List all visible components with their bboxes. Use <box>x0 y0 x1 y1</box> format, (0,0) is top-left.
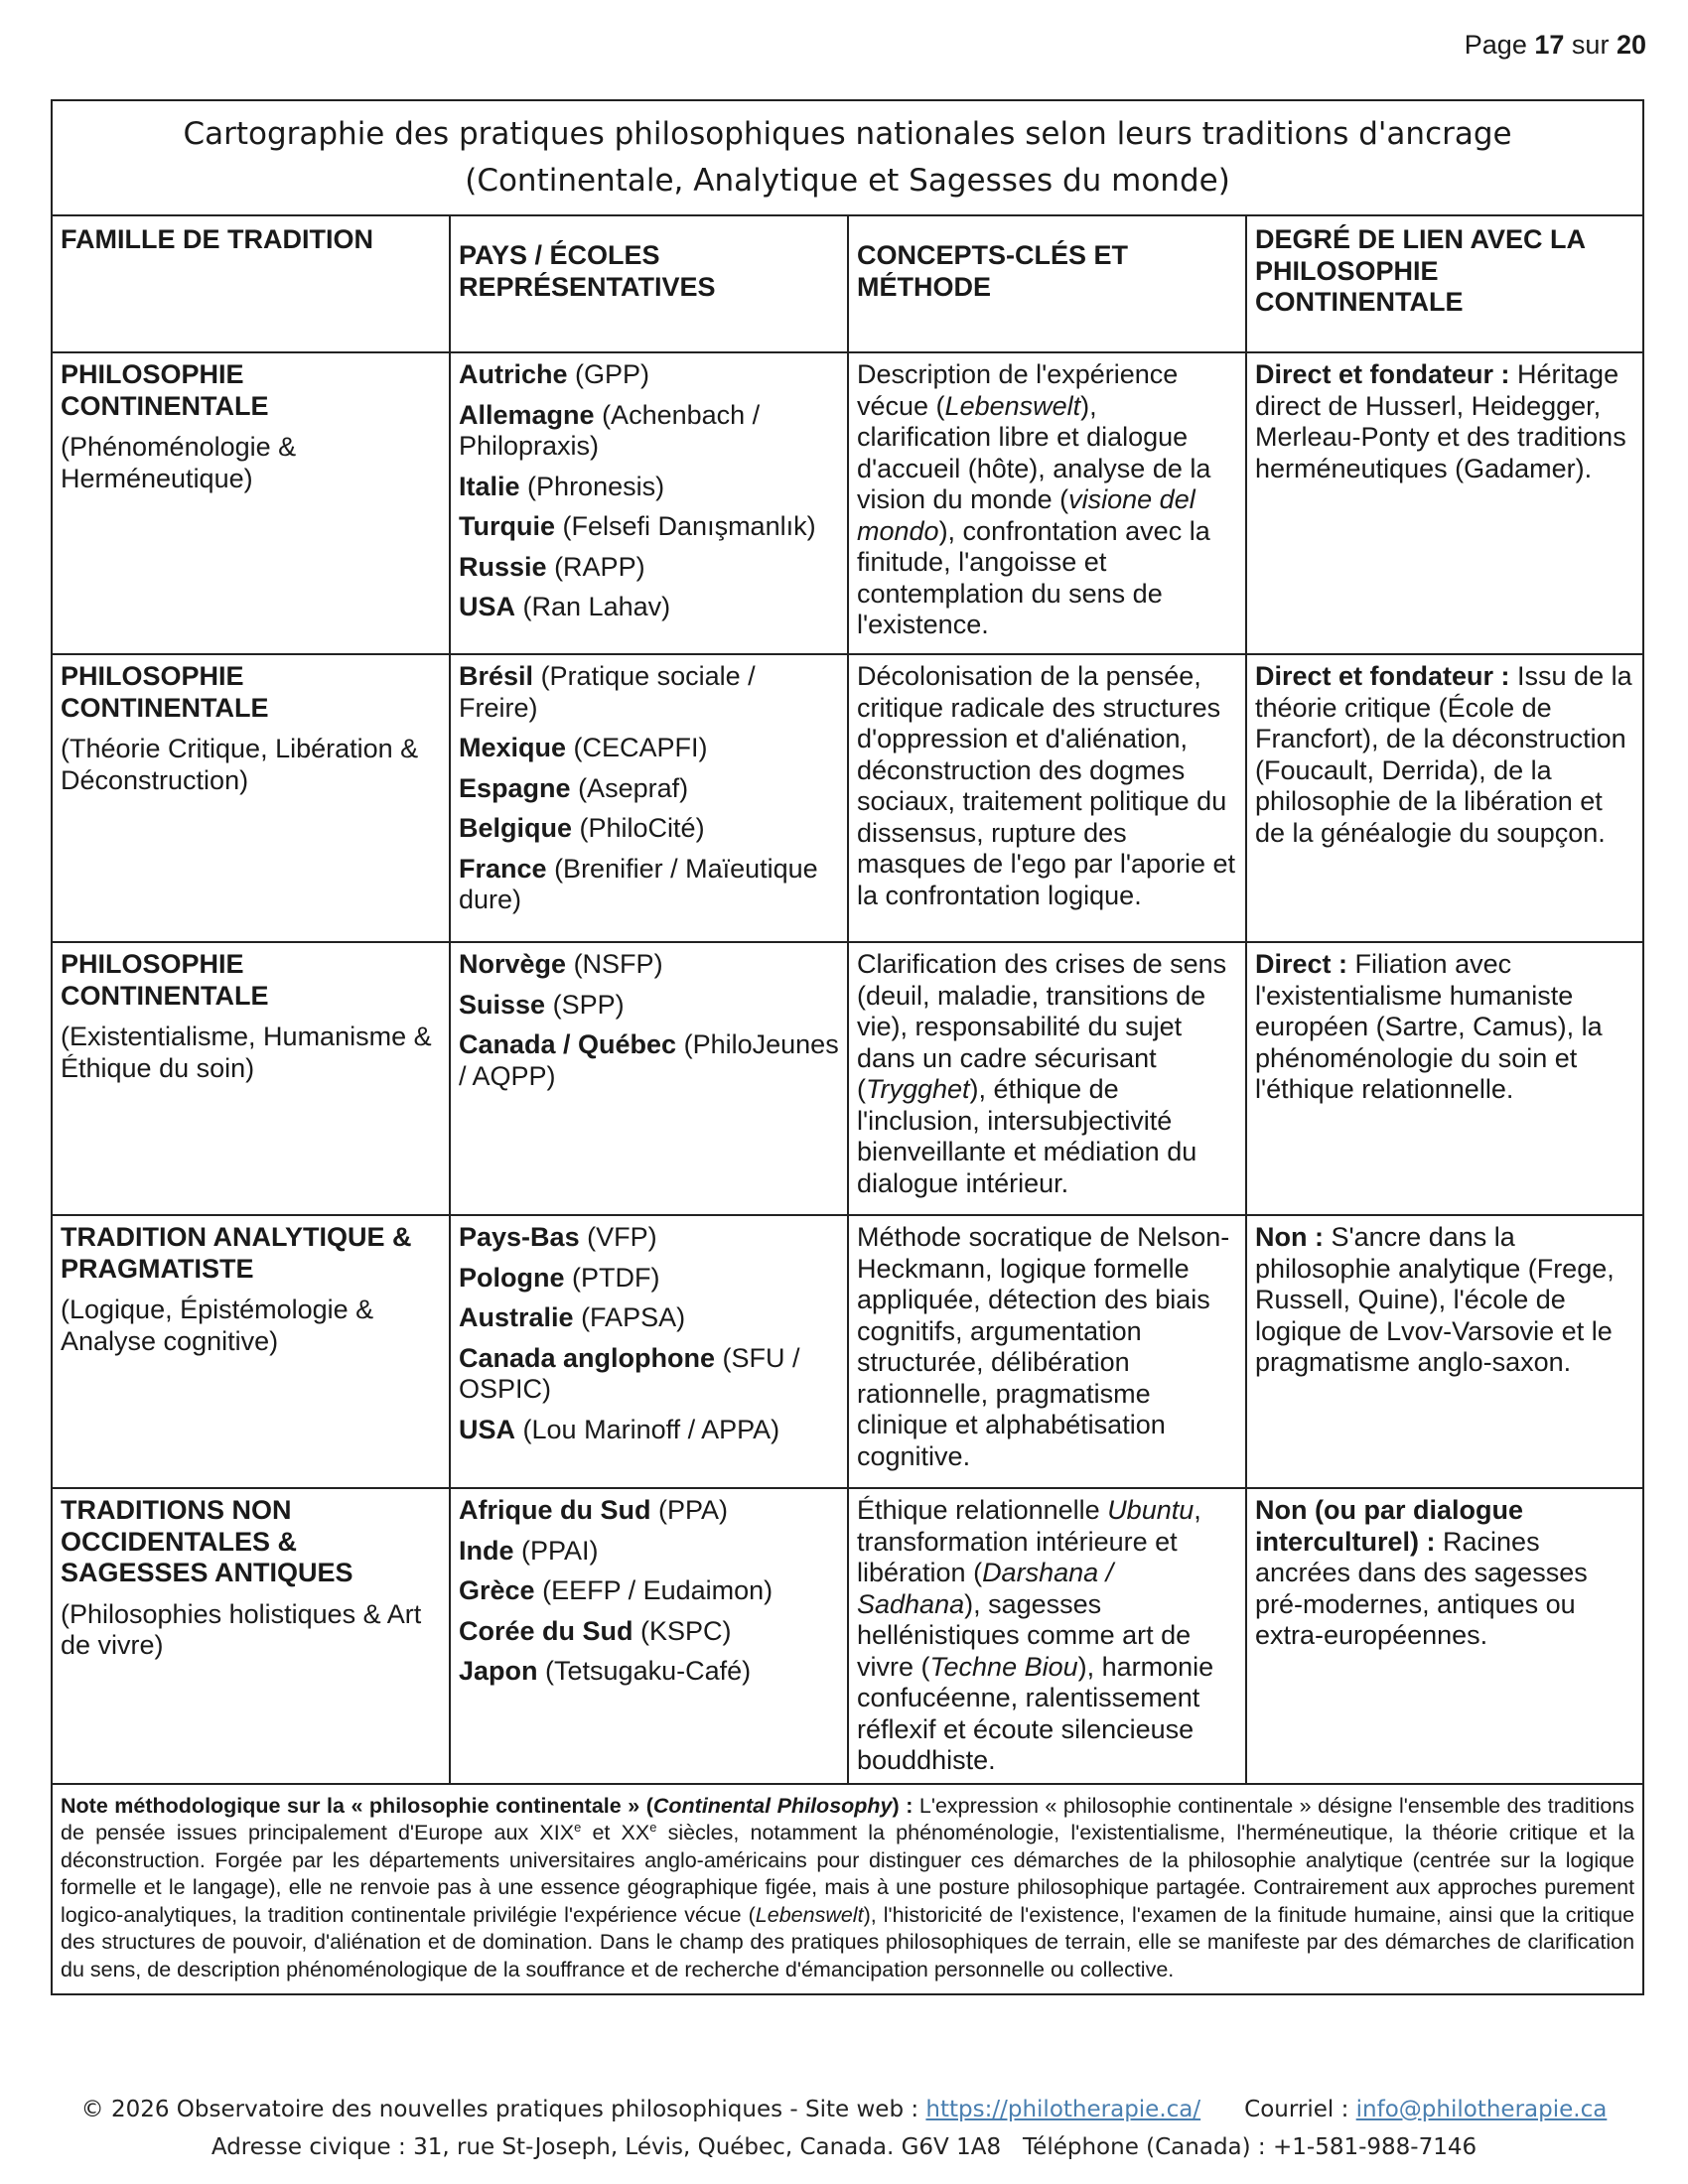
mail-label: Courriel : <box>1244 2097 1356 2122</box>
countries-cell <box>450 942 848 1215</box>
link-degree-text: Héritage direct de Husserl, Heidegger, Merleau-Ponty et des traditions herméneutiques (Gadamer). <box>1255 359 1626 483</box>
country-entry <box>459 733 839 764</box>
table-title-line-2: (Continentale, Analytique et Sagesses du monde) <box>465 163 1230 199</box>
countries-cell <box>450 654 848 942</box>
link-degree-label: Direct et fondateur : <box>1255 359 1510 389</box>
country-entry <box>459 1575 839 1607</box>
concept-text: ), confrontation avec la finitude, l'angoisse et contemplation du sens de l'existence. <box>857 515 1210 639</box>
country-entry <box>459 990 839 1022</box>
family-cell <box>52 1215 450 1488</box>
country-name: Turquie <box>459 511 555 541</box>
table-body <box>52 352 1643 1784</box>
header-row <box>52 215 1643 352</box>
methodological-note: Note méthodologique sur la « philosophie continentale » (Continental Philosophy) : L'expression « philosophie continentale » désigne l'ensemble des traditions de pensée issues principalement d'Europe aux XIXe et XXe siècles, notamment la phénoménologie, l'existentialisme, l'herméneutique, la théorie critique et la déconstruction. Forgée par les départements universitaires anglo-américains pour distinguer ces démarches de la philosophie analytique (centrée sur la logique formelle et le langage), elle ne renvoie pas à une essence géographique figée, mais à une posture philosophique partagée. Contrairement aux approches purement logico-analytiques, la tradition continentale privilégie l'expérience vécue (Lebenswelt), l'historicité de l'existence, l'examen de la finitude humaine, ainsi que la critique des structures de pouvoir, d'aliénation et de domination. Dans le champ des pratiques philosophiques de terrain, elle se manifeste par des démarches de clarification du sens, de description phénoménologique de la souffrance et de recherche d'émancipation personnelle ou collective. <box>52 1784 1643 1995</box>
concepts-cell <box>848 654 1246 942</box>
family-cell <box>52 352 450 654</box>
school-name: (CECAPFI) <box>573 733 708 762</box>
link-degree-label: Non (ou par dialogue interculturel) : <box>1255 1495 1523 1557</box>
table-row <box>52 1215 1643 1488</box>
country-name: Norvège <box>459 949 567 979</box>
link-degree-label: Direct : <box>1255 949 1348 979</box>
footer-phone: Téléphone (Canada) : +1-581-988-7146 <box>1023 2134 1477 2160</box>
footer-line-1 <box>0 2097 1688 2122</box>
site-link[interactable]: https://philotherapie.ca/ <box>925 2097 1201 2122</box>
note-label: Note méthodologique sur la « philosophie continentale » (Continental Philosophy) : <box>61 1793 914 1818</box>
family-name: TRADITIONS NON OCCIDENTALES & SAGESSES ANTIQUES <box>61 1495 353 1587</box>
country-entry <box>459 813 839 845</box>
school-name: (EEFP / Eudaimon) <box>542 1575 774 1605</box>
school-name: (PTDF) <box>572 1262 660 1293</box>
country-name: Canada / Québec <box>459 1029 677 1059</box>
concept-text: Méthode socratique de Nelson-Heckmann, logique formelle appliquée, détection des biais cognitifs, argumentation structurée, délibération rationnelle, pragmatisme clinique et alphabétisation cognitive. <box>857 1222 1230 1471</box>
country-entry <box>459 552 839 584</box>
school-name: (PPA) <box>658 1495 729 1525</box>
school-name: (NSFP) <box>573 949 663 979</box>
school-name: (SFU / OSPIC) <box>459 1342 800 1404</box>
concepts-cell <box>848 352 1246 654</box>
school-name: (KSPC) <box>640 1615 732 1646</box>
country-name: Corée du Sud <box>459 1615 633 1646</box>
note-row <box>52 1784 1643 1995</box>
country-entry <box>459 511 839 543</box>
country-entry <box>459 1616 839 1648</box>
link-degree-cell <box>1246 942 1643 1215</box>
country-entry <box>459 592 839 623</box>
country-name: France <box>459 853 547 884</box>
concept-text: ), éthique de l'inclusion, intersubjectivité bienveillante et médiation du dialogue intérieur. <box>857 1074 1197 1198</box>
country-entry <box>459 1656 839 1688</box>
link-degree-label: Direct et fondateur : <box>1255 661 1510 691</box>
country-entry <box>459 1222 839 1254</box>
country-name: Grèce <box>459 1575 535 1605</box>
link-degree-text: Racines ancrées dans des sagesses pré-modernes, antiques ou extra-européennes. <box>1255 1526 1588 1650</box>
country-name: Allemagne <box>459 399 595 430</box>
concept-term: Darshana / Sadhana <box>857 1558 1114 1619</box>
concept-term: Ubuntu <box>1107 1495 1195 1525</box>
countries-cell <box>450 352 848 654</box>
table-title <box>52 100 1643 215</box>
country-name: USA <box>459 592 516 621</box>
table-row <box>52 942 1643 1215</box>
school-name: (Ran Lahav) <box>522 592 671 621</box>
country-name: Espagne <box>459 772 571 803</box>
tradition-table <box>51 99 1644 1995</box>
country-entry <box>459 472 839 503</box>
country-entry <box>459 773 839 805</box>
school-name: (FAPSA) <box>581 1302 686 1332</box>
concept-text: Décolonisation de la pensée, critique radicale des structures d'oppression et d'aliénation, déconstruction des dogmes sociaux, traitement politique du dissensus, rupture des masques de l'ego par l'aporie et la confrontation logique. <box>857 661 1236 910</box>
link-degree-cell <box>1246 1488 1643 1784</box>
country-name: Australie <box>459 1302 574 1332</box>
school-name: (Pratique sociale / Freire) <box>459 661 756 723</box>
family-cell <box>52 942 450 1215</box>
link-degree-text: Filiation avec l'existentialisme humaniste européen (Sartre, Camus), la phénoménologie du soin et l'éthique relationnelle. <box>1255 949 1603 1104</box>
link-degree-cell <box>1246 654 1643 942</box>
school-name: (PPAI) <box>521 1535 599 1566</box>
country-name: Belgique <box>459 813 573 843</box>
school-name: (Phronesis) <box>527 471 665 501</box>
concept-text: ), clarification libre et dialogue d'accueil (hôte), analyse de la vision du monde ( <box>857 390 1211 514</box>
family-subtitle: (Phénoménologie & Herméneutique) <box>61 432 297 493</box>
concept-text: , transformation intérieure et libération ( <box>857 1495 1201 1587</box>
school-name: (Asepraf) <box>578 772 689 803</box>
school-name: (Brenifier / Maïeutique dure) <box>459 853 818 914</box>
family-subtitle: (Théorie Critique, Libération & Déconstruction) <box>61 734 419 795</box>
table-row <box>52 1488 1643 1784</box>
table-title-line-1: Cartographie des pratiques philosophiques nationales selon leurs traditions d'ancrage <box>183 116 1512 152</box>
concept-text: Description de l'expérience vécue ( <box>857 359 1179 421</box>
country-name: Autriche <box>459 359 568 389</box>
concept-text: Éthique relationnelle <box>857 1495 1108 1525</box>
school-name: (SPP) <box>552 989 625 1020</box>
country-name: Japon <box>459 1656 538 1686</box>
school-name: (Felsefi Danışmanlık) <box>562 511 816 541</box>
country-name: Pologne <box>459 1262 565 1293</box>
country-entry <box>459 949 839 981</box>
school-name: (VFP) <box>587 1222 657 1252</box>
header-degre: DEGRÉ DE LIEN AVEC LA PHILOSOPHIE CONTINENTALE <box>1246 215 1643 352</box>
country-entry <box>459 1263 839 1295</box>
family-subtitle: (Philosophies holistiques & Art de vivre) <box>61 1598 422 1660</box>
country-entry <box>459 661 839 724</box>
link-degree-cell <box>1246 1215 1643 1488</box>
country-name: Suisse <box>459 989 546 1020</box>
school-name: (PhiloJeunes / AQPP) <box>459 1029 839 1091</box>
concept-text: ), sagesses hellénistiques comme art de vivre ( <box>857 1588 1192 1682</box>
country-entry <box>459 400 839 463</box>
family-name: PHILOSOPHIE CONTINENTALE <box>61 359 269 421</box>
school-name: (GPP) <box>575 359 650 389</box>
concepts-cell <box>848 1215 1246 1488</box>
link-degree-text: Issu de la théorie critique (École de Francfort), de la déconstruction (Foucault, Derrida), de la philosophie de la libération et de la généalogie du soupçon. <box>1255 661 1632 848</box>
family-name: PHILOSOPHIE CONTINENTALE <box>61 949 269 1011</box>
country-entry <box>459 854 839 916</box>
table-row <box>52 654 1643 942</box>
country-entry <box>459 1343 839 1406</box>
family-cell <box>52 654 450 942</box>
family-cell <box>52 1488 450 1784</box>
concepts-cell <box>848 1488 1246 1784</box>
country-name: Pays-Bas <box>459 1222 580 1252</box>
country-name: Afrique du Sud <box>459 1495 651 1525</box>
link-degree-text: S'ancre dans la philosophie analytique (Frege, Russell, Quine), l'école de logique de Lvov-Varsovie et le pragmatisme anglo-saxon. <box>1255 1222 1615 1377</box>
link-degree-cell <box>1246 352 1643 654</box>
email-link[interactable]: info@philotherapie.ca <box>1355 2097 1608 2122</box>
page-number: Page 17 sur 20 <box>1464 30 1646 60</box>
concept-term: visione del mondo <box>857 484 1196 546</box>
link-degree-label: Non : <box>1255 1222 1324 1252</box>
concepts-cell <box>848 942 1246 1215</box>
family-name: PHILOSOPHIE CONTINENTALE <box>61 661 269 723</box>
school-name: (RAPP) <box>554 551 645 582</box>
country-entry <box>459 1029 839 1092</box>
country-entry <box>459 1302 839 1334</box>
country-name: Inde <box>459 1535 514 1566</box>
header-concepts: CONCEPTS-CLÉS ET MÉTHODE <box>848 215 1246 352</box>
header-famille: FAMILLE DE TRADITION <box>52 215 450 352</box>
concept-text: Clarification des crises de sens (deuil, maladie, transitions de vie), responsabilité du sujet dans un cadre sécurisant ( <box>857 949 1227 1104</box>
countries-cell <box>450 1215 848 1488</box>
header-pays: PAYS / ÉCOLES REPRÉSENTATIVES <box>450 215 848 352</box>
footer-line-2 <box>0 2134 1688 2160</box>
family-name: TRADITION ANALYTIQUE & PRAGMATISTE <box>61 1222 412 1284</box>
school-name: (Tetsugaku-Café) <box>545 1656 752 1686</box>
concept-term: Trygghet <box>866 1074 970 1104</box>
table-title-row <box>52 100 1643 215</box>
country-name: Brésil <box>459 661 534 691</box>
country-entry <box>459 1536 839 1568</box>
footer-copyright: © 2026 Observatoire des nouvelles pratiques philosophiques - Site web : <box>80 2097 926 2122</box>
concept-text: ), harmonie confucéenne, ralentissement réflexif et écoute silencieuse bouddhiste. <box>857 1651 1214 1775</box>
country-entry <box>459 1495 839 1527</box>
table-row <box>52 352 1643 654</box>
family-subtitle: (Logique, Épistémologie & Analyse cognitive) <box>61 1295 374 1356</box>
countries-cell <box>450 1488 848 1784</box>
country-name: Mexique <box>459 733 567 762</box>
footer-address: Adresse civique : 31, rue St-Joseph, Lévis, Québec, Canada. G6V 1A8 <box>211 2134 1002 2160</box>
school-name: (PhiloCité) <box>579 813 705 843</box>
country-name: Russie <box>459 551 547 582</box>
family-subtitle: (Existentialisme, Humanisme & Éthique du soin) <box>61 1022 432 1083</box>
country-name: Canada anglophone <box>459 1342 716 1373</box>
concept-term: Techne Biou <box>929 1651 1078 1682</box>
country-name: USA <box>459 1414 516 1444</box>
country-entry <box>459 359 839 391</box>
school-name: (Lou Marinoff / APPA) <box>522 1414 780 1444</box>
concept-term: Lebenswelt <box>944 390 1081 421</box>
school-name: (Achenbach / Philopraxis) <box>459 399 761 461</box>
country-name: Italie <box>459 471 520 501</box>
country-entry <box>459 1415 839 1446</box>
